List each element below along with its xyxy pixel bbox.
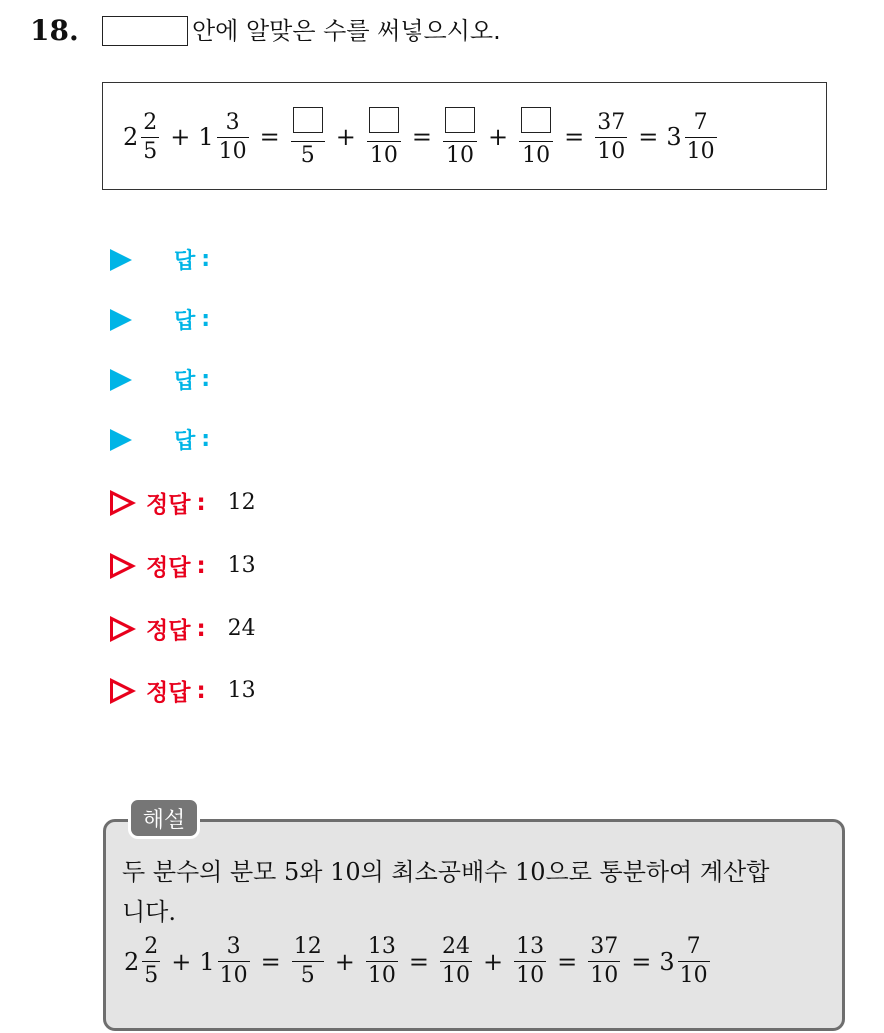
denominator: 10 xyxy=(597,138,626,164)
explanation-text xyxy=(122,852,834,932)
numerator: 3 xyxy=(225,109,240,135)
blank-square[interactable] xyxy=(369,107,399,133)
blank-square[interactable] xyxy=(445,107,475,133)
plus-sign: + xyxy=(488,123,509,151)
fraction xyxy=(588,936,620,987)
plus-sign: + xyxy=(171,947,192,976)
problem-equation xyxy=(123,107,720,167)
equals-sign: = xyxy=(638,123,659,151)
solution-value: 12 xyxy=(227,490,256,515)
denominator: 5 xyxy=(144,963,159,988)
solution-row xyxy=(110,486,256,519)
numerator: 37 xyxy=(590,934,619,959)
equals-sign: = xyxy=(259,123,280,151)
solution-row xyxy=(110,549,256,582)
explanation-line: 니다. xyxy=(122,898,176,926)
mixed-whole: 3 xyxy=(659,947,675,976)
blank-fraction xyxy=(443,107,477,167)
equals-sign: = xyxy=(564,123,585,151)
denominator: 10 xyxy=(446,143,474,168)
mixed-whole: 1 xyxy=(199,947,215,976)
answer-label: 답 xyxy=(174,369,196,394)
answer-row xyxy=(110,364,210,395)
answer-label: 답 xyxy=(174,249,196,274)
answer-blank-box xyxy=(102,16,188,46)
equation-box xyxy=(102,82,827,190)
solution-label: 정답 xyxy=(146,618,191,644)
denominator: 10 xyxy=(367,963,396,988)
fraction xyxy=(366,936,398,987)
answer-row xyxy=(110,244,210,275)
solution-label: 정답 xyxy=(146,492,191,518)
fraction xyxy=(678,936,710,987)
fraction xyxy=(218,936,250,987)
plus-sign: + xyxy=(170,123,191,151)
solution-colon: : xyxy=(196,615,206,642)
answer-colon: : xyxy=(201,427,211,452)
play-triangle-icon xyxy=(110,249,132,271)
blank-fraction xyxy=(291,107,325,167)
denominator: 5 xyxy=(300,963,315,988)
denominator: 10 xyxy=(369,143,398,168)
fraction xyxy=(142,936,160,987)
numerator: 37 xyxy=(597,109,626,135)
numerator: 7 xyxy=(693,109,708,135)
equals-sign: = xyxy=(408,947,429,976)
play-triangle-icon xyxy=(110,429,132,451)
fraction xyxy=(595,109,627,164)
numerator: 24 xyxy=(442,934,470,959)
mixed-whole: 1 xyxy=(198,123,214,151)
explanation-equation xyxy=(124,936,713,987)
mixed-whole: 2 xyxy=(123,123,139,151)
fraction xyxy=(514,936,546,987)
explanation-line: 두 분수의 분모 5와 10의 최소공배수 10으로 통분하여 계산합 xyxy=(122,858,770,886)
outline-triangle-icon xyxy=(110,678,136,704)
numerator: 13 xyxy=(367,934,396,959)
solution-colon: : xyxy=(196,677,206,704)
equals-sign: = xyxy=(557,947,578,976)
question-instruction: 안에 알맞은 수를 써넣으시오. xyxy=(192,17,501,45)
equals-sign: = xyxy=(411,123,432,151)
denominator: 10 xyxy=(590,963,619,988)
denominator: 10 xyxy=(516,963,545,988)
denominator: 10 xyxy=(686,138,715,164)
mixed-whole: 2 xyxy=(124,947,140,976)
fraction xyxy=(440,936,472,987)
blank-fraction xyxy=(367,107,401,167)
denominator: 10 xyxy=(218,138,247,164)
denominator: 5 xyxy=(300,143,315,168)
denominator: 10 xyxy=(679,963,708,988)
solution-value: 24 xyxy=(227,616,256,641)
play-triangle-icon xyxy=(110,309,132,331)
fraction xyxy=(141,109,159,164)
answer-colon: : xyxy=(201,367,211,392)
answer-colon: : xyxy=(201,307,211,332)
solution-value: 13 xyxy=(227,678,256,703)
fraction xyxy=(217,109,249,164)
blank-fraction xyxy=(519,107,553,167)
fraction xyxy=(292,936,324,987)
mixed-whole: 3 xyxy=(666,123,682,151)
blank-square[interactable] xyxy=(521,107,551,133)
fraction xyxy=(685,109,717,164)
denominator: 10 xyxy=(219,963,248,988)
numerator: 7 xyxy=(686,934,701,959)
answer-label: 답 xyxy=(174,429,196,454)
plus-sign: + xyxy=(483,947,504,976)
solution-label: 정답 xyxy=(146,555,191,581)
answer-label: 답 xyxy=(174,309,196,334)
play-triangle-icon xyxy=(110,369,132,391)
outline-triangle-icon xyxy=(110,553,136,579)
answer-row xyxy=(110,424,210,455)
denominator: 5 xyxy=(143,138,158,164)
denominator: 10 xyxy=(522,143,551,168)
answer-colon: : xyxy=(201,247,211,272)
numerator: 2 xyxy=(143,109,158,135)
plus-sign: + xyxy=(335,123,356,151)
solution-value: 13 xyxy=(227,553,256,578)
outline-triangle-icon xyxy=(110,490,136,516)
numerator: 12 xyxy=(293,934,322,959)
explanation-tab: 해설 xyxy=(128,797,200,839)
answer-row xyxy=(110,304,210,335)
blank-square[interactable] xyxy=(293,107,323,133)
numerator: 13 xyxy=(516,934,545,959)
denominator: 10 xyxy=(442,963,470,988)
equals-sign: = xyxy=(260,947,281,976)
equals-sign: = xyxy=(631,947,652,976)
solution-label: 정답 xyxy=(146,680,191,706)
solution-colon: : xyxy=(196,489,206,516)
numerator: 3 xyxy=(226,934,241,959)
solution-colon: : xyxy=(196,552,206,579)
question-number: 18. xyxy=(30,14,79,47)
numerator: 2 xyxy=(144,934,159,959)
solution-row xyxy=(110,612,256,645)
plus-sign: + xyxy=(334,947,355,976)
solution-row xyxy=(110,674,256,707)
outline-triangle-icon xyxy=(110,616,136,642)
